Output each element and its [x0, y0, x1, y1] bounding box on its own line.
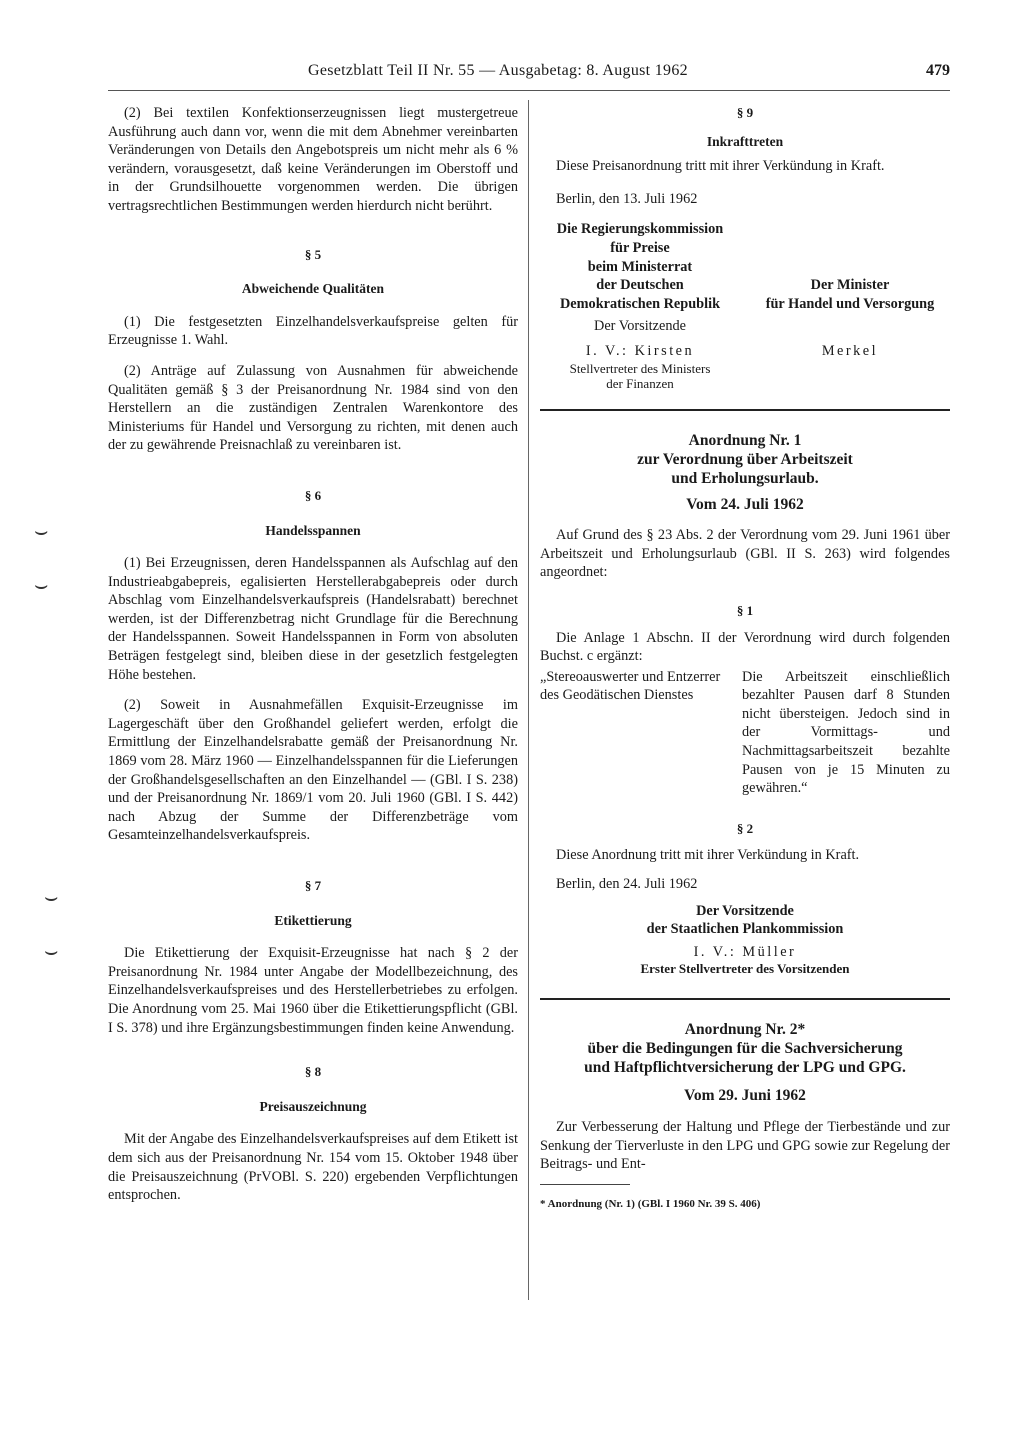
section-7-title: Etikettierung — [274, 912, 352, 928]
paragraph: Diese Preisanordnung tritt mit ihrer Verkündung in Kraft. — [556, 158, 885, 175]
ordinance-1-section-1: § 1 — [736, 602, 754, 618]
title-line: und Haftpflichtversicherung der LPG und GPG. — [584, 1059, 906, 1077]
title-line: und Erholungsurlaub. — [671, 469, 819, 487]
section-9-title: Inkrafttreten — [706, 133, 784, 149]
sig2-name: I. V.: Müller — [693, 943, 797, 960]
amendment-table — [540, 668, 950, 798]
sig-org-line: für Preise — [610, 239, 670, 256]
signature-left — [540, 220, 740, 390]
sig-org-line: Die Regierungskommission — [556, 221, 724, 238]
ordinance-2-date: Vom 29. Juni 1962 — [684, 1087, 806, 1105]
header-rule — [108, 90, 950, 91]
sig-subtitle: Stellvertreter des Ministers — [569, 360, 711, 376]
paragraph: Die Anlage 1 Abschn. II der Verordnung wird durch folgenden Buchst. c ergänzt: — [540, 629, 950, 665]
margin-mark: ⌣ — [34, 518, 49, 543]
title-line: Anordnung Nr. 2* — [684, 1021, 806, 1039]
page-header — [108, 62, 950, 86]
paragraph: Die Etikettierung der Exquisit-Erzeugnisse hat nach § 2 der Preisanordnung Nr. 1984 unter Angabe der Modellbezeichnung, des Einzelhandelsverkaufspreises und des Herstellerbetriebes zu erfolgen. Die Anordnung vom 25. Mai 1960 über die Etikettierungspflicht (GBl. I S. 378) und ihre Ergänzungsbestimmungen finden keine Anwendung. — [108, 945, 518, 1036]
paragraph: (2) Soweit in Ausnahmefällen Exquisit-Erzeugnisse im Lagergeschäft über den Großhandel geliefert werden, erfolgt die Ermittlung der Einzelhandelsrabatte gemäß der Preisanordnung Nr. 1869 vom 28. März 1960 — Einzelhandelsspannen für die Lieferungen der Großhandelsgesellschaften an den Einzelhandel — (GBl. I S. 238) und der Preisanordnung Nr. 1869/1 vom 20. Juli 1960 (GBl. I S. 442) nach Abzug der Summe der Differenzbeträge vom Gesamteinzelhandelsverkaufspreis. — [108, 697, 518, 844]
sig2-org-line: Der Vorsitzende — [696, 902, 794, 919]
section-5-title: Abweichende Qualitäten — [241, 281, 385, 297]
sig-subtitle: der Finanzen — [606, 375, 674, 391]
paragraph: (1) Bei Erzeugnissen, deren Handelsspannen als Aufschlag auf den Industrieabgabepreis, egalisierten Herstellerabgabepreis oder durch Abschlag vom Einzelhandelsverkaufspreis (Handelsrabatt) berechnet werden, ist der Differenzbetrag nicht Grundlage für die Berechnung der Handelsspannen. Soweit Handelsspannen in Form von absoluten Beträgen festgelegt sind, bleiben diese in der gesetzlich festgelegten Höhe bestehen. — [108, 555, 518, 683]
ordinance-1-section-2: § 2 — [736, 820, 754, 836]
margin-mark: ⌣ — [34, 572, 49, 597]
section-6-number: § 6 — [304, 487, 322, 503]
sig2-org-line: der Staatlichen Plankommission — [646, 921, 844, 938]
place-date: Berlin, den 24. Juli 1962 — [556, 876, 698, 893]
column-divider — [528, 100, 529, 1300]
ordinance-2-title — [540, 1020, 950, 1077]
title-line: über die Bedingungen für die Sachversicherung — [587, 1040, 903, 1058]
page-number: 479 — [926, 62, 950, 79]
header-text: Gesetzblatt Teil II Nr. 55 — Ausgabetag: 8. August 1962 — [308, 62, 688, 79]
section-8-number: § 8 — [304, 1064, 322, 1080]
section-5-number: § 5 — [304, 246, 322, 262]
sig-role: Der Vorsitzende — [594, 318, 686, 335]
paragraph: (2) Bei textilen Konfektionserzeugnissen liegt mustergetreue Ausführung auch dann vor, wenn die mit dem Abnehmer vereinbarten Veränderungen von Details den Angebotspreis um nicht mehr als 6 % verändern, vorausgesetzt, daß keine Veränderungen im Oberstoff und in der Grundsilhouette vorgenommen werden. Die übrigen vertragsrechtlichen Bestimmungen werden hierdurch nicht berührt. — [108, 105, 518, 214]
section-6-title: Handelsspannen — [265, 522, 361, 538]
title-line: Anordnung Nr. 1 — [688, 431, 802, 449]
title-line: zur Verordnung über Arbeitszeit — [637, 450, 853, 468]
sig-org-line: beim Ministerrat — [587, 258, 693, 275]
amendment-text: Die Arbeitszeit einschließlich bezahlter Pausen darf 8 Stunden nicht übersteigen. Jedoch sind in der Vormittags- und Nachmittagsarbeitszeit bezahlte Pausen von je 15 Minuten zu gewähren.“ — [742, 668, 950, 797]
amendment-category: „Stereoauswerter und Entzerrer des Geodätischen Dienstes — [540, 668, 721, 704]
sig-name: I. V.: Kirsten — [585, 342, 695, 359]
signature-block — [540, 220, 950, 390]
margin-mark: ⌣ — [44, 938, 59, 963]
sig-org-line: für Handel und Versorgung — [765, 295, 935, 312]
ordinance-1-date: Vom 24. Juli 1962 — [686, 495, 804, 513]
section-7-number: § 7 — [304, 878, 322, 893]
right-column — [540, 104, 950, 1213]
left-column — [108, 104, 518, 1205]
section-9-number: § 9 — [736, 105, 754, 120]
sig-name: Merkel — [821, 342, 879, 359]
sig-org-line: der Deutschen — [596, 277, 684, 294]
paragraph: Auf Grund des § 23 Abs. 2 der Verordnung vom 29. Juni 1961 über Arbeitszeit und Erholungsurlaub (GBl. II S. 263) wird folgendes angeordnet: — [540, 527, 950, 581]
paragraph: (2) Anträge auf Zulassung von Ausnahmen für abweichende Qualitäten gemäß § 3 der Preisanordnung Nr. 1984 sind von den Herstellern an die zuständigen Zentralen Warenkontore des Ministeriums für Handel und Versorgung zu richten, mit denen auch der zu gewährende Preisnachlaß zu vereinbaren ist. — [108, 362, 518, 454]
signature-right — [750, 220, 950, 390]
paragraph: Diese Anordnung tritt mit ihrer Verkündung in Kraft. — [556, 847, 860, 864]
section-8-title: Preisauszeichnung — [259, 1098, 367, 1114]
footnote: * Anordnung (Nr. 1) (GBl. I 1960 Nr. 39 S. 406) — [540, 1197, 761, 1210]
sig-org-line: Der Minister — [810, 277, 890, 294]
place-date: Berlin, den 13. Juli 1962 — [556, 190, 698, 207]
sig2-subtitle: Erster Stellvertreter des Vorsitzenden — [640, 961, 850, 977]
paragraph: (1) Die festgesetzten Einzelhandelsverkaufspreise gelten für Erzeugnisse 1. Wahl. — [108, 313, 518, 349]
ordinance-1-title — [540, 431, 950, 488]
paragraph: Mit der Angabe des Einzelhandelsverkaufspreises auf dem Etikett ist dem sich aus der Preisanordnung Nr. 154 vom 15. Oktober 1948 über die Preisauszeichnung (PrVOBl. S. 220) ergebenden Verpflichtungen entsprochen. — [108, 1131, 518, 1204]
margin-mark: ⌣ — [44, 884, 59, 909]
sig-org-line: Demokratischen Republik — [559, 295, 721, 312]
paragraph: Zur Verbesserung der Haltung und Pflege der Tierbestände und zur Senkung der Tierverluste in den LPG und GPG sowie zur Regelung der Beitrags- und Ent- — [540, 1119, 950, 1173]
